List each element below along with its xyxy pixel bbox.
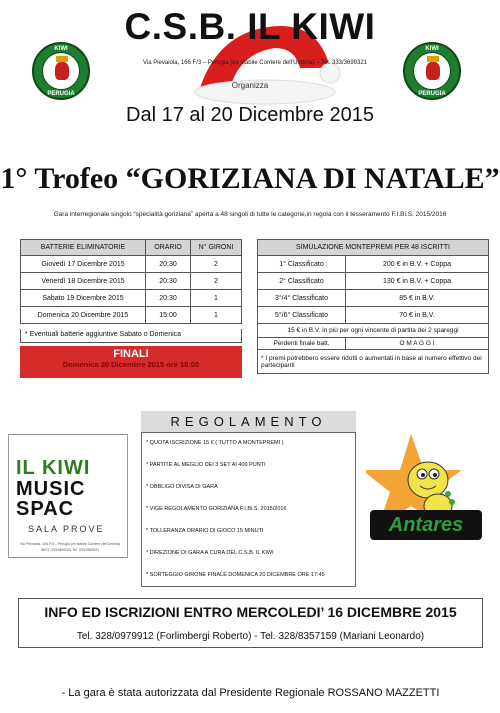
list-item: * VIGE REGOLAMENTO GORIZIANA F.I.Bi.S. 2015/2016 <box>146 506 287 512</box>
kiwi-perugia-logo-left: KIWI PERUGIA <box>32 42 90 100</box>
montepremi-header: SIMULAZIONE MONTEPREMI PER 48 ISCRITTI <box>258 240 489 256</box>
authorization-note: - La gara è stata autorizzata dal Presidente Regionale ROSSANO MAZZETTI <box>61 687 440 699</box>
music-space-footer-2: INFO: 333/3699321 Tel. 333/3699321 <box>40 548 100 552</box>
finali-banner <box>20 346 242 378</box>
antares-logo <box>366 432 486 556</box>
info-phones: Tel. 328/0979912 (Forlimbergi Roberto) - Tel. 328/8357159 (Mariani Leonardo) <box>76 631 425 642</box>
day-cell: Sabato 19 Dicembre 2015 <box>21 290 146 307</box>
finali-date: Domenica 20 Dicembre 2015 ore 18:00 <box>62 360 200 369</box>
count-cell: 1 <box>191 307 242 324</box>
trophy-title: 1° Trofeo “GORIZIANA DI NATALE” <box>0 162 500 195</box>
table-row <box>258 350 489 374</box>
finali-title: FINALI <box>113 348 149 360</box>
count-cell: 2 <box>191 256 242 273</box>
table-row <box>21 256 242 273</box>
count-cell: 1 <box>191 290 242 307</box>
prize-cell: 70 € in B.V. <box>346 307 489 324</box>
kiwi-perugia-logo-right: KIWI PERUGIA <box>403 42 461 100</box>
table-row <box>258 307 489 324</box>
montepremi-table <box>257 239 489 374</box>
day-cell: Venerdì 18 Dicembre 2015 <box>21 273 146 290</box>
batterie-table <box>20 239 242 324</box>
orario-header: ORARIO <box>146 240 191 256</box>
table-row <box>258 290 489 307</box>
club-address: Via Pievaiola, 166 F/3 – Perugia (ex stabile Corriere dell'Umbria) – Tel. 333/3699321 <box>142 60 368 66</box>
count-cell: 2 <box>191 273 242 290</box>
list-item: * OBBLIGO DIVISA DI GARA <box>146 484 218 490</box>
gironi-header: N° GIRONI <box>191 240 242 256</box>
place-cell: 2° Classificato <box>258 273 346 290</box>
info-title: INFO ED ISCRIZIONI ENTRO MERCOLEDI’ 16 DICEMBRE 2015 <box>44 604 457 620</box>
list-item: * SORTEGGIO GIRONE FINALE DOMENICA 20 DICEMBRE ORE 17:45 <box>146 572 325 578</box>
regolamento-list <box>146 440 351 594</box>
spareggi-cell: 15 € in B.V. in più per ogni vincente di partita dei 2 spareggi <box>258 324 489 338</box>
table-row <box>21 290 242 307</box>
list-item: * QUOTA ISCRIZIONE 15 € ( TUTTO A MONTEPREMI ) <box>146 440 284 446</box>
place-cell: 1° Classificato <box>258 256 346 273</box>
prize-cell: 200 € in B.V. + Coppa <box>346 256 489 273</box>
place-cell: 3°/4° Classificato <box>258 290 346 307</box>
list-item: * PARTITE AL MEGLIO DEI 3 SET AI 400 PUNTI <box>146 462 266 468</box>
event-dates: Dal 17 al 20 Dicembre 2015 <box>126 104 374 126</box>
batterie-header: BATTERIE ELIMINATORIE <box>21 240 146 256</box>
music-space-music: MUSIC <box>16 478 86 500</box>
prize-cell: 130 € in B.V. + Coppa <box>346 273 489 290</box>
time-cell: 20:30 <box>146 290 191 307</box>
time-cell: 20:30 <box>146 256 191 273</box>
time-cell: 15:00 <box>146 307 191 324</box>
table-row <box>258 338 489 350</box>
day-cell: Giovedì 17 Dicembre 2015 <box>21 256 146 273</box>
music-space-spac: SPAC <box>16 498 75 520</box>
music-space-footer: Via Pievaiola, 166 F/3 – Perugia (ex stabile Corriere dell'Umbria) <box>20 542 121 546</box>
day-cell: Domenica 20 Dicembre 2015 <box>21 307 146 324</box>
table-row <box>258 256 489 273</box>
table-row <box>21 273 242 290</box>
music-space-kiwi: IL KIWI <box>16 457 91 479</box>
organizza-label: Organizza <box>231 81 269 90</box>
antares-text: Antares <box>370 510 482 540</box>
event-description: Gara interregionale singolo “specialità goriziana” aperta a 48 singoli di tutte le categorie,in regola con il tesseramento F.I.Bi.S. 2015/2016 <box>53 211 447 218</box>
table-row <box>258 324 489 338</box>
prize-cell: 85 € in B.V. <box>346 290 489 307</box>
batterie-note: * Eventuali batterie aggiuntive Sabato o Domenica <box>20 329 242 343</box>
perdenti-label: Perdenti finale batt. <box>258 338 346 350</box>
list-item: * DIREZIONE DI GARA A CURA DEL C.S.B. IL KIWI <box>146 550 274 556</box>
place-cell: 5°/6° Classificato <box>258 307 346 324</box>
perdenti-value: O M A G G I <box>346 338 489 350</box>
club-title: C.S.B. IL KIWI <box>124 6 376 47</box>
time-cell: 20:30 <box>146 273 191 290</box>
montepremi-note: * I premi potrebbero essere ridotti o aumentati in base al numero effettivo dei partecipanti <box>258 350 489 374</box>
table-row <box>258 273 489 290</box>
list-item: * TOLLERANZA ORARIO DI GIOCO 15 MINUTI <box>146 528 264 534</box>
table-row <box>21 307 242 324</box>
regolamento-title: REGOLAMENTO <box>141 411 356 433</box>
music-space-sala-prove: SALA PROVE <box>28 524 105 534</box>
